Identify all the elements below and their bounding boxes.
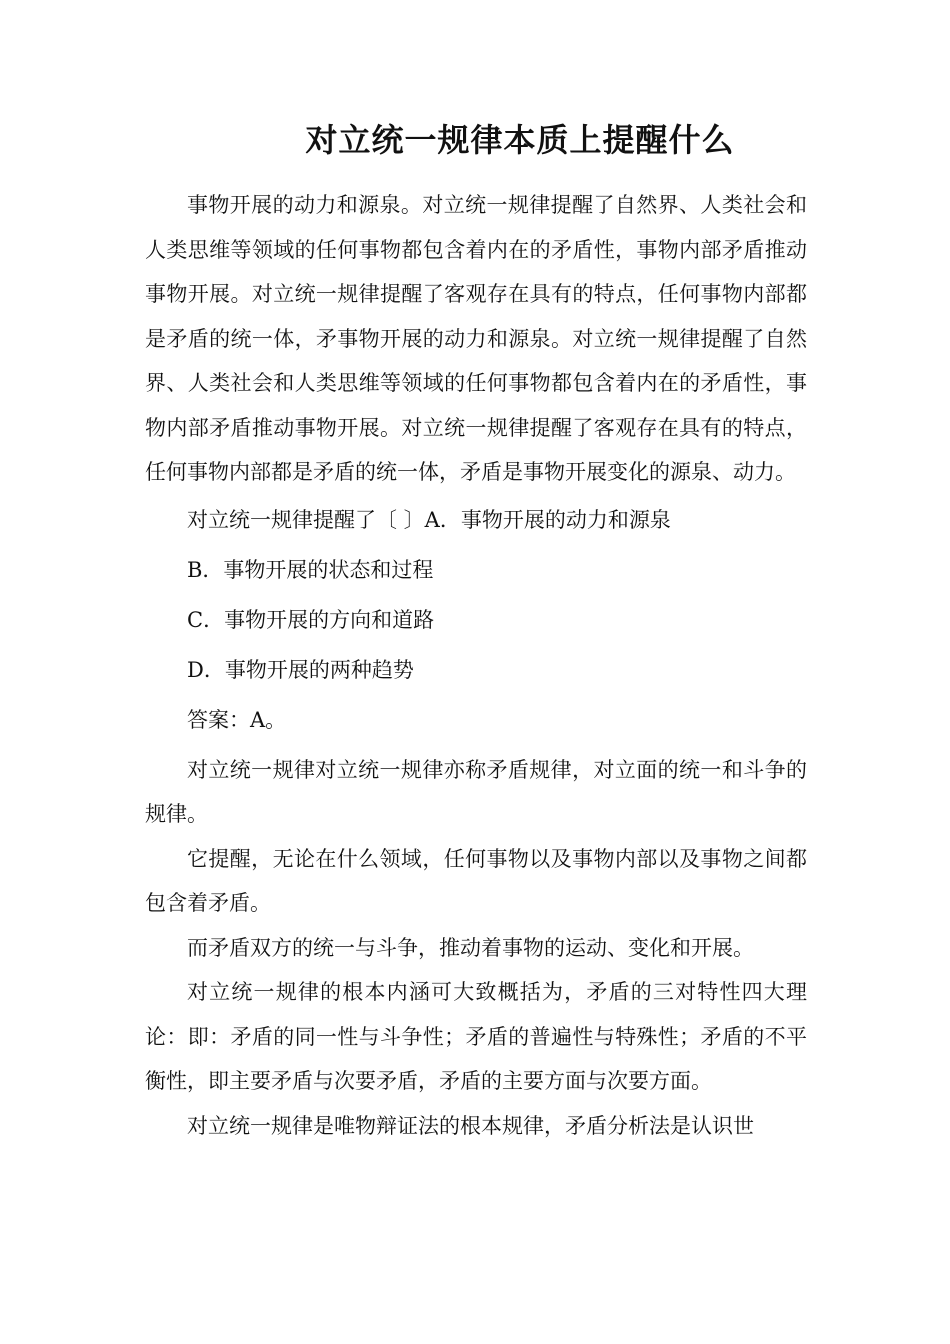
paragraph-struggle: 而矛盾双方的统一与斗争，推动着事物的运动、变化和开展。 bbox=[187, 935, 754, 960]
paragraph-fundamental-law: 对立统一规律是唯物辩证法的根本规律，矛盾分析法是认识世 bbox=[187, 1113, 754, 1138]
option-d: D．事物开展的两种趋势 bbox=[187, 657, 414, 682]
document-title: 对立统一规律本质上提醒什么 bbox=[305, 121, 735, 159]
paragraph-intro: 事物开展的动力和源泉。对立统一规律提醒了自然界、人类社会和人类思维等领域的任何事物都包含着内在的矛盾性，事物内部矛盾推动事物开展。对立统一规律提醒了客观存在具有的特点，任何事物内部都是矛盾的统一体，矛事物开展的动力和源泉。对立统一规律提醒了自然界、人类社会和人类思维等领域的任何事物都包含着内在的矛盾性，事物内部矛盾推动事物开展。对立统一规律提醒了客观存在具有的特点，任何事物内部都是矛盾的统一体，矛盾是事物开展变化的源泉、动力。 bbox=[145, 193, 807, 484]
document-body bbox=[145, 183, 807, 1148]
option-b: B．事物开展的状态和过程 bbox=[187, 557, 434, 582]
question-stem-option-a: 对立统一规律提醒了〔 〕A．事物开展的动力和源泉 bbox=[187, 507, 671, 532]
paragraph-reveal: 它提醒，无论在什么领域，任何事物以及事物内部以及事物之间都包含着矛盾。 bbox=[145, 846, 807, 915]
paragraph-connotation: 对立统一规律的根本内涵可大致概括为，矛盾的三对特性四大理论：即：矛盾的同一性与斗争性；矛盾的普遍性与特殊性；矛盾的不平衡性，即主要矛盾与次要矛盾，矛盾的主要方面与次要方面。 bbox=[145, 980, 807, 1093]
answer-line: 答案：A。 bbox=[187, 707, 287, 732]
option-c: C．事物开展的方向和道路 bbox=[187, 607, 435, 632]
paragraph-definition: 对立统一规律对立统一规律亦称矛盾规律，对立面的统一和斗争的规律。 bbox=[145, 757, 807, 826]
